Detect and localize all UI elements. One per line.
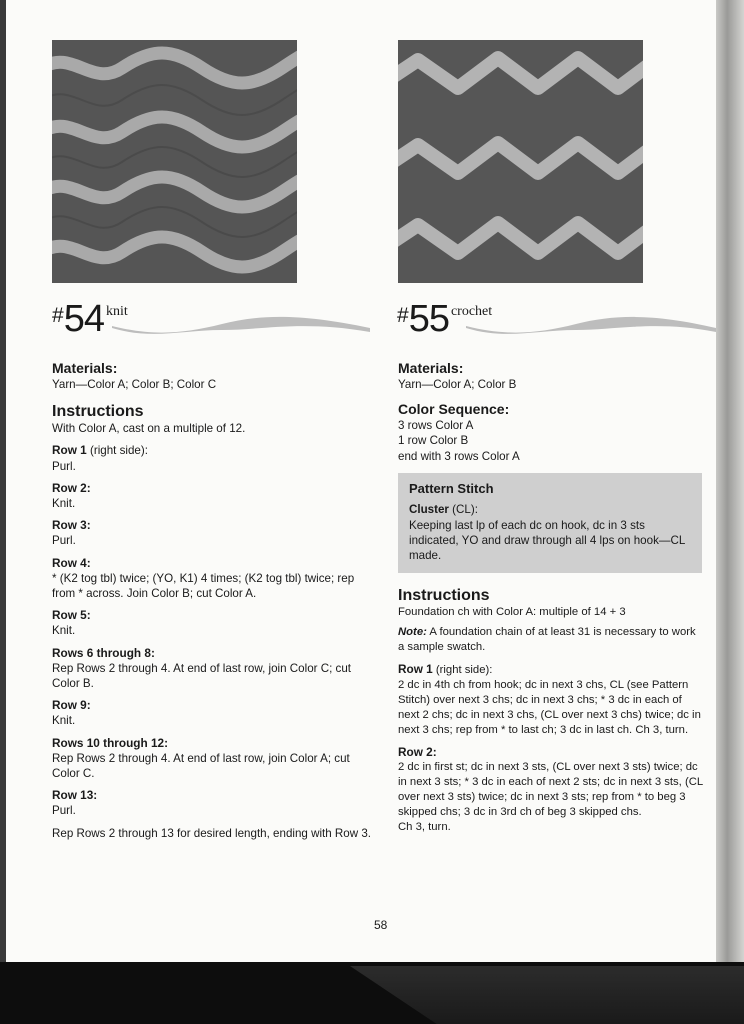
page-edge-shadow bbox=[716, 0, 744, 962]
row-1: Row 1 (right side): bbox=[52, 443, 148, 458]
materials-heading: Materials: bbox=[52, 360, 118, 376]
pattern-technique: crochet bbox=[450, 304, 493, 319]
row-2-text: 2 dc in first st; dc in next 3 sts, (CL over next 3 sts) twice; dc in next 3 sts; * 3 dc in each of next 2 sts; dc in next 3 sts, (CL over next 3 sts) twice; dc in next 3 sts; rep from * to beg 3 skipped chs; 3 dc in 3rd ch of beg 3 skipped chs. bbox=[398, 761, 703, 818]
decorative-wave-left bbox=[112, 312, 370, 338]
rows-6-8-text: Rep Rows 2 through 4. At end of last row, join Color C; cut Color B. bbox=[52, 661, 352, 691]
pattern-number: 54 bbox=[63, 298, 104, 340]
materials-text: Yarn—Color A; Color B bbox=[398, 378, 517, 391]
cluster-text: Keeping last lp of each dc on hook, dc in 3 sts indicated, YO and draw through all 4 lps on hook—CL made. bbox=[409, 519, 685, 562]
rows-10-12-label: Rows 10 through 12: bbox=[52, 735, 169, 750]
foundation-text: Foundation ch with Color A: multiple of 14 + 3 bbox=[398, 606, 626, 618]
row-2-text: Knit. bbox=[52, 497, 76, 511]
row-3-label: Row 3: bbox=[52, 518, 91, 533]
pattern-hash: # bbox=[52, 304, 64, 327]
materials-heading: Materials: bbox=[398, 360, 464, 376]
row-13-text: Purl. bbox=[52, 804, 76, 818]
row-5-label: Row 5: bbox=[52, 608, 91, 623]
crochet-instructions-column bbox=[398, 586, 704, 835]
crochet-materials-column bbox=[398, 360, 704, 464]
row-2-label: Row 2: bbox=[52, 480, 91, 495]
row-4-text: * (K2 tog tbl) twice; (YO, K1) 4 times; (K2 tog tbl) twice; rep from * across. Join Color B; cut Color A. bbox=[52, 571, 355, 601]
color-seq-line-2: 1 row Color B bbox=[398, 434, 469, 448]
crochet-swatch-image bbox=[398, 40, 643, 283]
row-5-text: Knit. bbox=[52, 624, 76, 638]
pattern-stitch-title: Pattern Stitch bbox=[409, 481, 494, 496]
color-seq-line-1: 3 rows Color A bbox=[398, 419, 474, 433]
closing-text: Rep Rows 2 through 13 for desired length, ending with Row 3. bbox=[52, 826, 372, 840]
pattern-stitch-box bbox=[398, 473, 702, 573]
materials-text: Yarn—Color A; Color B; Color C bbox=[52, 378, 217, 391]
instructions-heading: Instructions bbox=[398, 587, 490, 604]
color-sequence-heading: Color Sequence: bbox=[398, 401, 510, 418]
page-number: 58 bbox=[374, 918, 388, 932]
decorative-wave-right bbox=[466, 312, 716, 338]
row-2-label: Row 2: bbox=[398, 745, 437, 759]
row-9-label: Row 9: bbox=[52, 698, 91, 713]
pattern-technique: knit bbox=[105, 304, 128, 319]
knit-instructions-column bbox=[52, 360, 372, 841]
rows-6-8-label: Rows 6 through 8: bbox=[52, 645, 155, 660]
row-3-text: Purl. bbox=[52, 534, 76, 548]
note-text: Note: A foundation chain of at least 31 is necessary to work a sample swatch. bbox=[398, 626, 696, 653]
row-2-extra: Ch 3, turn. bbox=[398, 821, 451, 833]
row-4-label: Row 4: bbox=[52, 555, 91, 570]
color-seq-line-3: end with 3 rows Color A bbox=[398, 449, 520, 463]
instructions-intro: With Color A, cast on a multiple of 12. bbox=[52, 422, 246, 436]
rows-10-12-text: Rep Rows 2 through 4. At end of last row, join Color A; cut Color C. bbox=[52, 751, 350, 781]
instructions-heading: Instructions bbox=[52, 403, 144, 421]
pattern-number: 55 bbox=[408, 298, 449, 340]
cluster-heading: Cluster (CL): bbox=[409, 503, 478, 516]
row-9-text: Knit. bbox=[52, 714, 76, 728]
pattern-hash: # bbox=[397, 304, 409, 327]
row-1-text: 2 dc in 4th ch from hook; dc in next 3 chs, CL (see Pattern Stitch) over next 3 chs; dc in next 3 chs; * 3 dc in each of next 2 chs; dc in next 3 chs, (CL over next 3 chs) twice; dc in next 3 chs; rep from * to last ch; 3 dc in last ch. Ch 3, turn. bbox=[398, 679, 701, 736]
row-13-label: Row 13: bbox=[52, 788, 98, 803]
row-1: Row 1 (right side): bbox=[398, 662, 493, 676]
row-1-text: Purl. bbox=[52, 459, 76, 473]
knit-swatch-image bbox=[52, 40, 297, 283]
